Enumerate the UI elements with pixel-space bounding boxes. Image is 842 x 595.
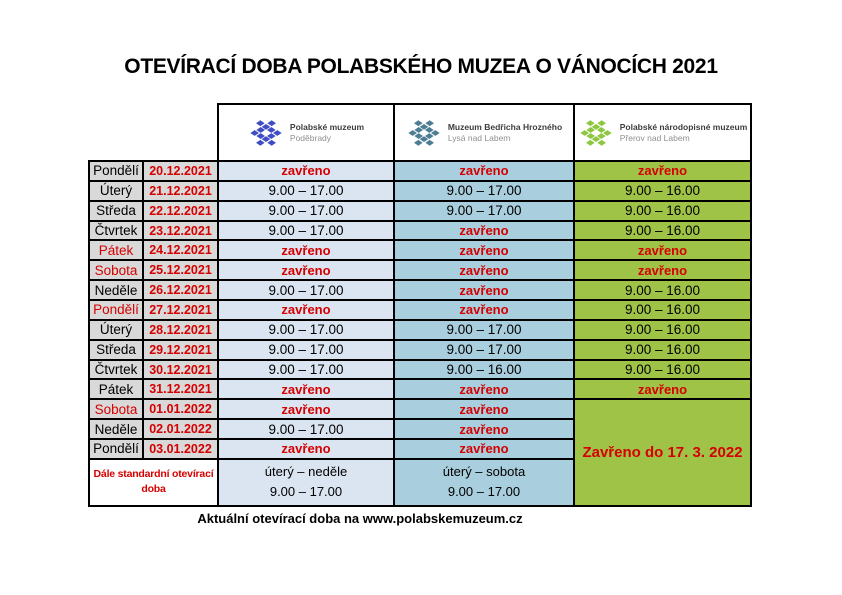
standard-hours-museum1	[218, 459, 394, 506]
day-cell: Pondělí	[89, 439, 143, 459]
schedule-row	[89, 181, 751, 201]
closed-cell: zavřeno	[394, 221, 574, 241]
museum-name: Muzeum Bedřicha Hrozného	[447, 121, 563, 132]
day-cell: Úterý	[89, 320, 143, 340]
museum-name: Polabské muzeum	[289, 121, 365, 132]
standard-hours-museum2	[394, 459, 574, 506]
day-cell: Čtvrtek	[89, 360, 143, 380]
date-cell: 01.01.2022	[143, 399, 218, 419]
standard-times: 9.00 – 17.00	[447, 484, 521, 500]
date-cell: 21.12.2021	[143, 181, 218, 201]
hours-cell: 9.00 – 17.00	[218, 201, 394, 221]
closed-cell: zavřeno	[218, 300, 394, 320]
hours-cell: 9.00 – 16.00	[574, 320, 751, 340]
day-cell: Pátek	[89, 240, 143, 260]
day-cell: Neděle	[89, 419, 143, 439]
hours-cell: 9.00 – 17.00	[218, 320, 394, 340]
closed-cell: zavřeno	[574, 379, 751, 399]
day-cell: Středa	[89, 340, 143, 360]
closed-cell: zavřeno	[394, 260, 574, 280]
hours-cell: 9.00 – 16.00	[574, 300, 751, 320]
date-cell: 03.01.2022	[143, 439, 218, 459]
date-cell: 20.12.2021	[143, 161, 218, 181]
standard-days: úterý – sobota	[442, 463, 526, 479]
museum-header-polabske-muzeum	[218, 104, 394, 161]
page-title: OTEVÍRACÍ DOBA POLABSKÉHO MUZEA O VÁNOCÍCH 2021	[124, 55, 718, 78]
hours-cell: 9.00 – 17.00	[218, 340, 394, 360]
schedule-row	[89, 260, 751, 280]
day-cell: Úterý	[89, 181, 143, 201]
museum-city: Přerov nad Labem	[619, 132, 690, 143]
closed-cell: zavřeno	[218, 161, 394, 181]
schedule-row	[89, 360, 751, 380]
schedule-row	[89, 399, 751, 419]
date-cell: 02.01.2022	[143, 419, 218, 439]
header-spacer-day	[89, 104, 143, 161]
closed-cell: zavřeno	[394, 300, 574, 320]
hours-cell: 9.00 – 16.00	[574, 181, 751, 201]
date-cell: 31.12.2021	[143, 379, 218, 399]
closed-cell: zavřeno	[394, 439, 574, 459]
closed-cell: zavřeno	[574, 240, 751, 260]
museum-header-bedricha-hrozneho	[394, 104, 574, 161]
closed-cell: zavřeno	[218, 379, 394, 399]
hours-cell: 9.00 – 17.00	[394, 320, 574, 340]
standard-times: 9.00 – 17.00	[269, 484, 343, 500]
museum-city: Poděbrady	[289, 132, 332, 143]
hours-cell: 9.00 – 17.00	[394, 181, 574, 201]
day-cell: Čtvrtek	[89, 221, 143, 241]
header-spacer-date	[143, 104, 218, 161]
hours-cell: 9.00 – 17.00	[394, 340, 574, 360]
polabske-muzeum-logo-icon	[248, 115, 284, 151]
hours-cell: 9.00 – 17.00	[218, 221, 394, 241]
schedule-row	[89, 320, 751, 340]
day-cell: Sobota	[89, 399, 143, 419]
hours-cell: 9.00 – 16.00	[574, 340, 751, 360]
hours-cell: 9.00 – 17.00	[218, 419, 394, 439]
hours-cell: 9.00 – 17.00	[394, 201, 574, 221]
closed-cell: zavřeno	[394, 161, 574, 181]
day-cell: Sobota	[89, 260, 143, 280]
opening-hours-table	[88, 103, 752, 507]
date-cell: 24.12.2021	[143, 240, 218, 260]
schedule-body	[89, 161, 751, 506]
museum-city: Lysá nad Labem	[447, 132, 511, 143]
closed-cell: zavřeno	[218, 399, 394, 419]
date-cell: 30.12.2021	[143, 360, 218, 380]
schedule-row	[89, 340, 751, 360]
closed-cell: zavřeno	[394, 399, 574, 419]
standard-hours-label: Dále standardní otevírací doba	[89, 459, 218, 506]
closed-cell: zavřeno	[218, 260, 394, 280]
footer-note: Aktuální otevírací doba na www.polabskemuzeum.cz	[197, 511, 523, 526]
museum-header-narodopisne-muzeum	[574, 104, 751, 161]
date-cell: 28.12.2021	[143, 320, 218, 340]
day-cell: Pondělí	[89, 161, 143, 181]
closed-cell: zavřeno	[394, 240, 574, 260]
hours-cell: 9.00 – 16.00	[394, 360, 574, 380]
closed-cell: zavřeno	[574, 161, 751, 181]
date-cell: 23.12.2021	[143, 221, 218, 241]
date-cell: 27.12.2021	[143, 300, 218, 320]
closed-cell: zavřeno	[218, 439, 394, 459]
closed-cell: zavřeno	[218, 240, 394, 260]
hours-cell: 9.00 – 17.00	[218, 280, 394, 300]
hours-cell: 9.00 – 17.00	[218, 360, 394, 380]
day-cell: Středa	[89, 201, 143, 221]
hours-cell: 9.00 – 16.00	[574, 201, 751, 221]
closed-cell: zavřeno	[394, 379, 574, 399]
standard-days: úterý – neděle	[264, 463, 348, 479]
schedule-row	[89, 221, 751, 241]
hours-cell: 9.00 – 16.00	[574, 221, 751, 241]
schedule-row	[89, 280, 751, 300]
date-cell: 25.12.2021	[143, 260, 218, 280]
date-cell: 22.12.2021	[143, 201, 218, 221]
closed-until-cell: Zavřeno do 17. 3. 2022	[574, 399, 751, 506]
day-cell: Neděle	[89, 280, 143, 300]
day-cell: Pátek	[89, 379, 143, 399]
museum-name: Polabské národopisné muzeum	[619, 121, 748, 132]
date-cell: 29.12.2021	[143, 340, 218, 360]
closed-cell: zavřeno	[394, 419, 574, 439]
schedule-row	[89, 161, 751, 181]
polabske-narodopisne-muzeum-logo-icon	[578, 115, 614, 151]
schedule-row	[89, 379, 751, 399]
closed-cell: zavřeno	[574, 260, 751, 280]
schedule-row	[89, 201, 751, 221]
date-cell: 26.12.2021	[143, 280, 218, 300]
schedule-row	[89, 300, 751, 320]
logo-header-row	[89, 104, 751, 161]
muzeum-bedricha-hrozneho-logo-icon	[406, 115, 442, 151]
hours-cell: 9.00 – 16.00	[574, 360, 751, 380]
schedule-row	[89, 240, 751, 260]
closed-cell: zavřeno	[394, 280, 574, 300]
hours-cell: 9.00 – 17.00	[218, 181, 394, 201]
hours-cell: 9.00 – 16.00	[574, 280, 751, 300]
day-cell: Pondělí	[89, 300, 143, 320]
